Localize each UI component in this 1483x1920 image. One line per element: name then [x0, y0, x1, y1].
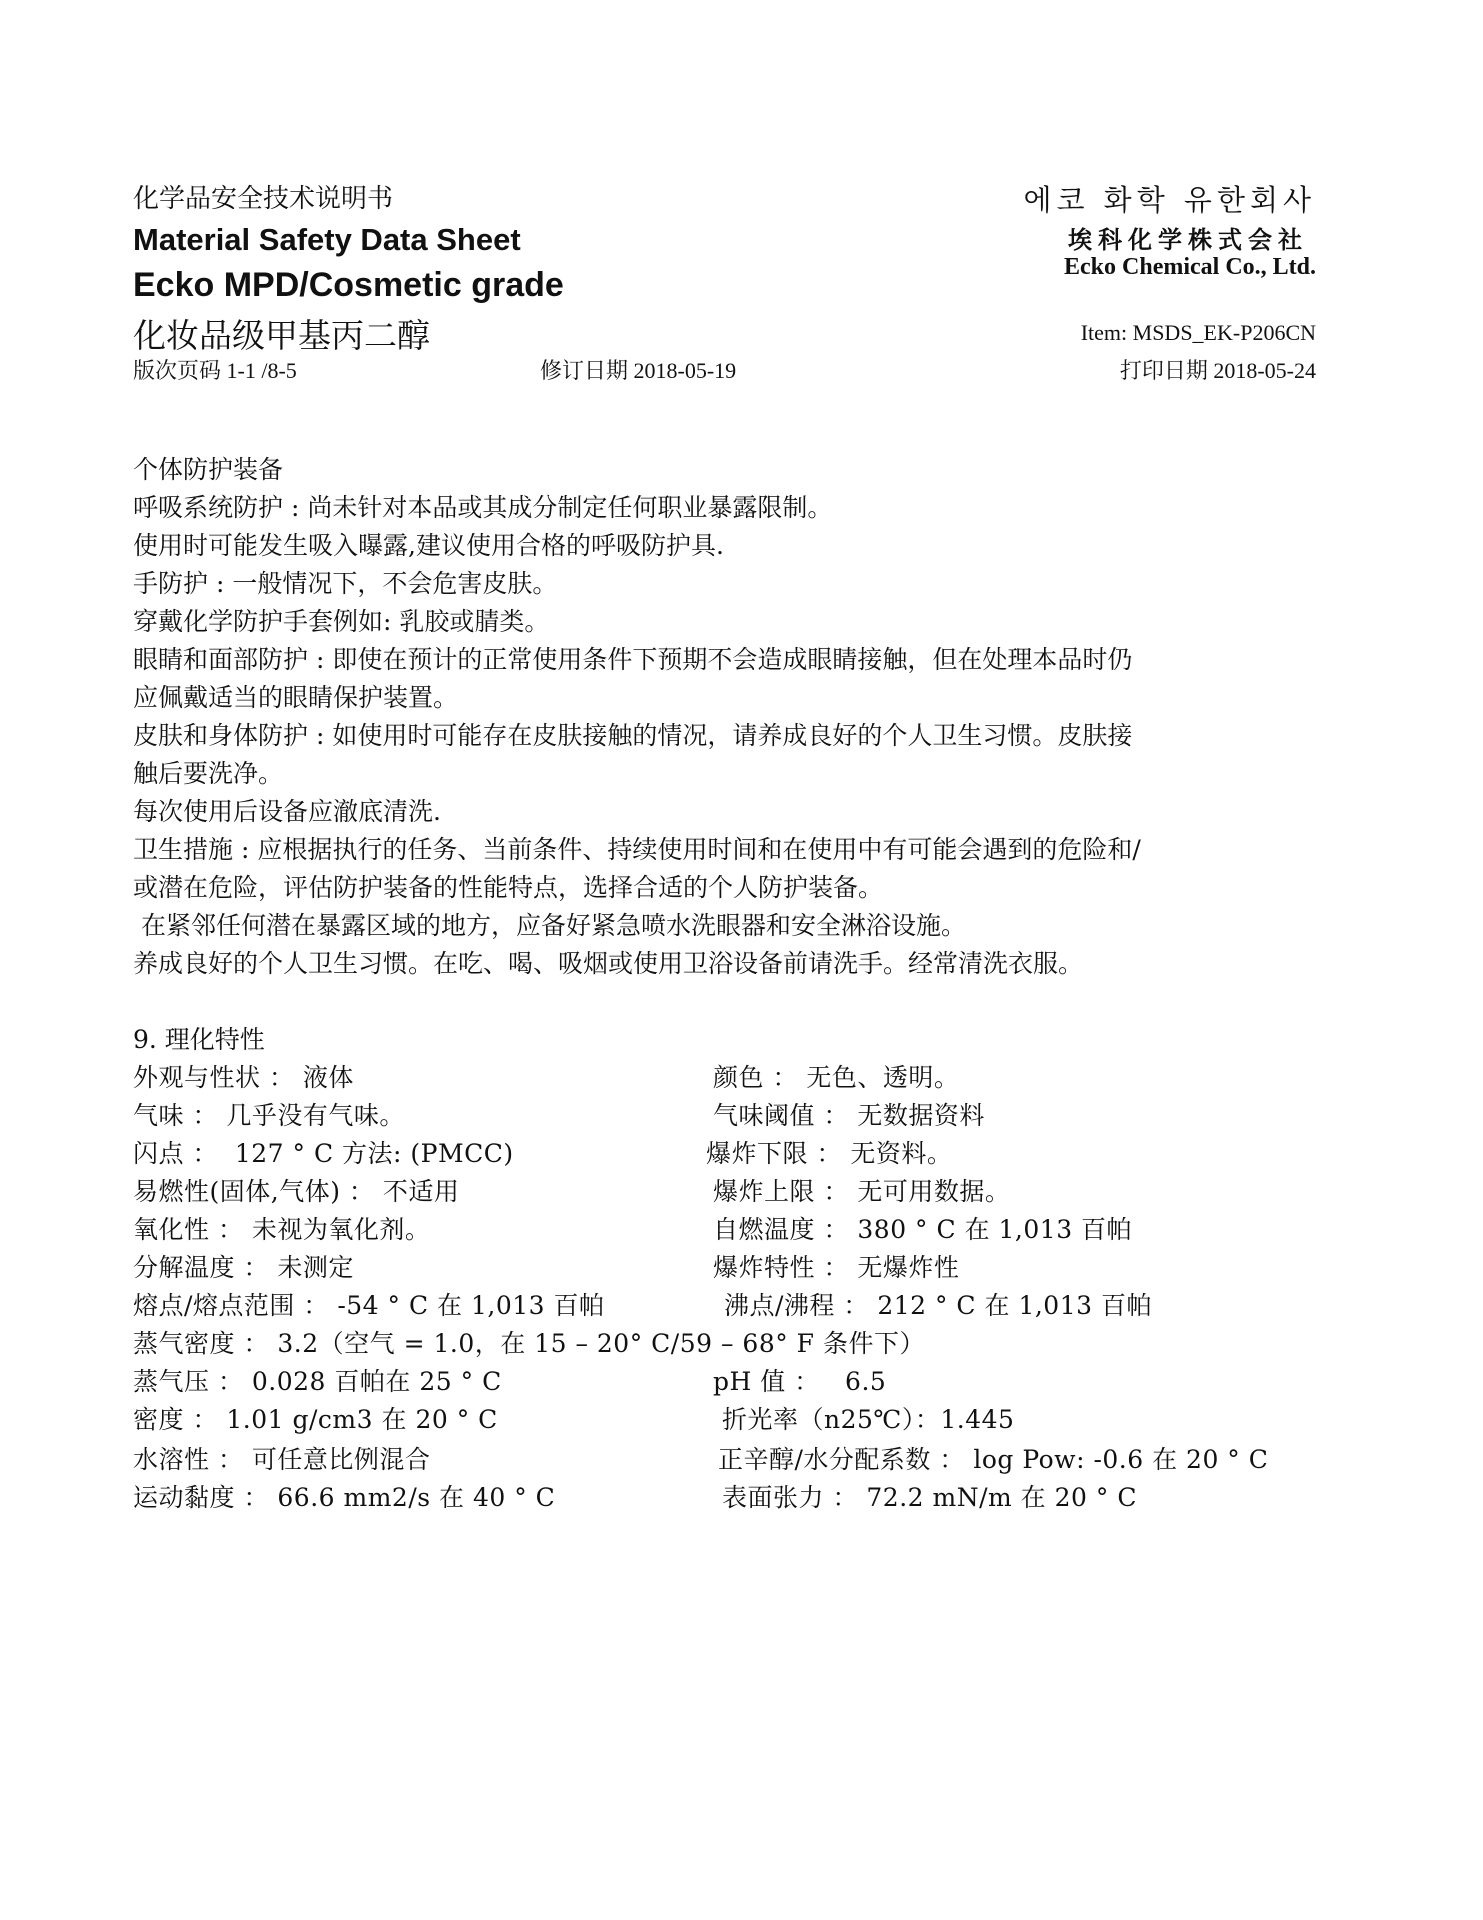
property-refractive-index: 折光率（n25℃）：1.445 [722, 1405, 1015, 1434]
property-oxidizing: 氧化性 ： 未视为氧化剂。 [133, 1215, 431, 1244]
revision-date: 修订日期 2018-05-19 [540, 358, 737, 383]
ppe-line: 触后要洗净。 [133, 759, 284, 788]
ppe-line: 穿戴化学防护手套例如: 乳胶或腈类。 [133, 607, 550, 636]
ppe-line: 在紧邻任何潜在暴露区域的地方，应备好紧急喷水洗眼器和安全淋浴设施。 [133, 911, 966, 940]
ppe-heading: 个体防护装备 [133, 455, 284, 484]
product-name: Ecko MPD/Cosmetic grade [133, 266, 564, 304]
property-appearance: 外观与性状 ： 液体 [133, 1063, 354, 1092]
ppe-line: 或潜在危险，评估防护装备的性能特点，选择合适的个人防护装备。 [133, 873, 884, 902]
ppe-line: 使用时可能发生吸入曝露,建议使用合格的呼吸防护具. [133, 531, 724, 560]
print-date: 打印日期 2018-05-24 [1119, 358, 1316, 383]
company-name-chinese: 埃科化学株式会社 [1068, 226, 1308, 254]
ppe-line: 皮肤和身体防护 : 如使用时可能存在皮肤接触的情况，请养成良好的个人卫生习惯。皮肤接 [133, 721, 1133, 750]
product-name-cn: 化妆品级甲基丙二醇 [133, 316, 430, 355]
property-kinematic-viscosity: 运动黏度 ： 66.6 mm2/s 在 40 ° C [133, 1483, 556, 1512]
property-ph: pH 值 ： 6.5 [713, 1367, 887, 1396]
property-odor: 气味 ： 几乎没有气味。 [133, 1101, 405, 1130]
property-lower-explosion-limit: 爆炸下限 ： 无资料。 [706, 1139, 953, 1168]
doc-title-cn: 化学品安全技术说明书 [133, 184, 394, 214]
ppe-section [133, 451, 1323, 983]
company-name-english: Ecko Chemical Co., Ltd. [1064, 254, 1316, 280]
version-info: 版次页码 1-1 /8-5 [133, 358, 297, 383]
property-water-solubility: 水溶性 ： 可任意比例混合 [133, 1445, 431, 1474]
property-density: 密度 ： 1.01 g/cm3 在 20 ° C [133, 1405, 498, 1434]
property-upper-explosion-limit: 爆炸上限 ： 无可用数据。 [713, 1177, 1011, 1206]
doc-title-en: Material Safety Data Sheet [133, 222, 521, 257]
property-autoignition: 自燃温度 ： 380 ° C 在 1,013 百帕 [713, 1215, 1133, 1244]
ppe-line: 手防护 : 一般情况下，不会危害皮肤。 [133, 569, 558, 598]
property-vapor-pressure: 蒸气压 ： 0.028 百帕在 25 ° C [133, 1367, 502, 1396]
property-partition-coefficient: 正辛醇/水分配系数 ： log Pow: -0.6 在 20 ° C [718, 1445, 1269, 1474]
ppe-line: 每次使用后设备应澈底清洗. [133, 797, 441, 826]
property-color: 颜色 ： 无色、透明。 [713, 1063, 960, 1092]
properties-heading: 9. 理化特性 [133, 1025, 265, 1054]
company-name-korean: 에코 화학 유한회사 [1023, 183, 1316, 217]
property-explosive: 爆炸特性 ： 无爆炸性 [713, 1253, 960, 1282]
ppe-line: 眼睛和面部防护 : 即使在预计的正常使用条件下预期不会造成眼睛接触，但在处理本品时仍 [133, 645, 1133, 674]
ppe-line: 养成良好的个人卫生习惯。在吃、喝、吸烟或使用卫浴设备前请洗手。经常清洗衣服。 [133, 949, 1084, 978]
ppe-line: 卫生措施 : 应根据执行的任务、当前条件、持续使用时间和在使用中有可能会遇到的危险和/ [133, 835, 1141, 864]
property-flammability: 易燃性(固体,气体) ： 不适用 [133, 1177, 460, 1206]
ppe-line: 呼吸系统防护 : 尚未针对本品或其成分制定任何职业暴露限制。 [133, 493, 833, 522]
property-decomposition-temp: 分解温度 ： 未测定 [133, 1253, 354, 1282]
property-surface-tension: 表面张力 ： 72.2 mN/m 在 20 ° C [722, 1483, 1137, 1512]
property-odor-threshold: 气味阈值 ： 无数据资料 [713, 1101, 985, 1130]
ppe-line: 应佩戴适当的眼睛保护装置。 [133, 683, 459, 712]
property-vapor-density: 蒸气密度 ： 3.2（空气 = 1.0，在 15 – 20° C/59 – 68° F 条件下） [133, 1329, 925, 1358]
property-boiling-point: 沸点/沸程 ： 212 ° C 在 1,013 百帕 [724, 1291, 1152, 1320]
property-melting-point: 熔点/熔点范围 ： -54 ° C 在 1,013 百帕 [133, 1291, 605, 1320]
item-code: Item: MSDS_EK-P206CN [1080, 320, 1316, 345]
property-flash-point: 闪点 ： 127 ° C 方法: (PMCC) [133, 1139, 514, 1168]
